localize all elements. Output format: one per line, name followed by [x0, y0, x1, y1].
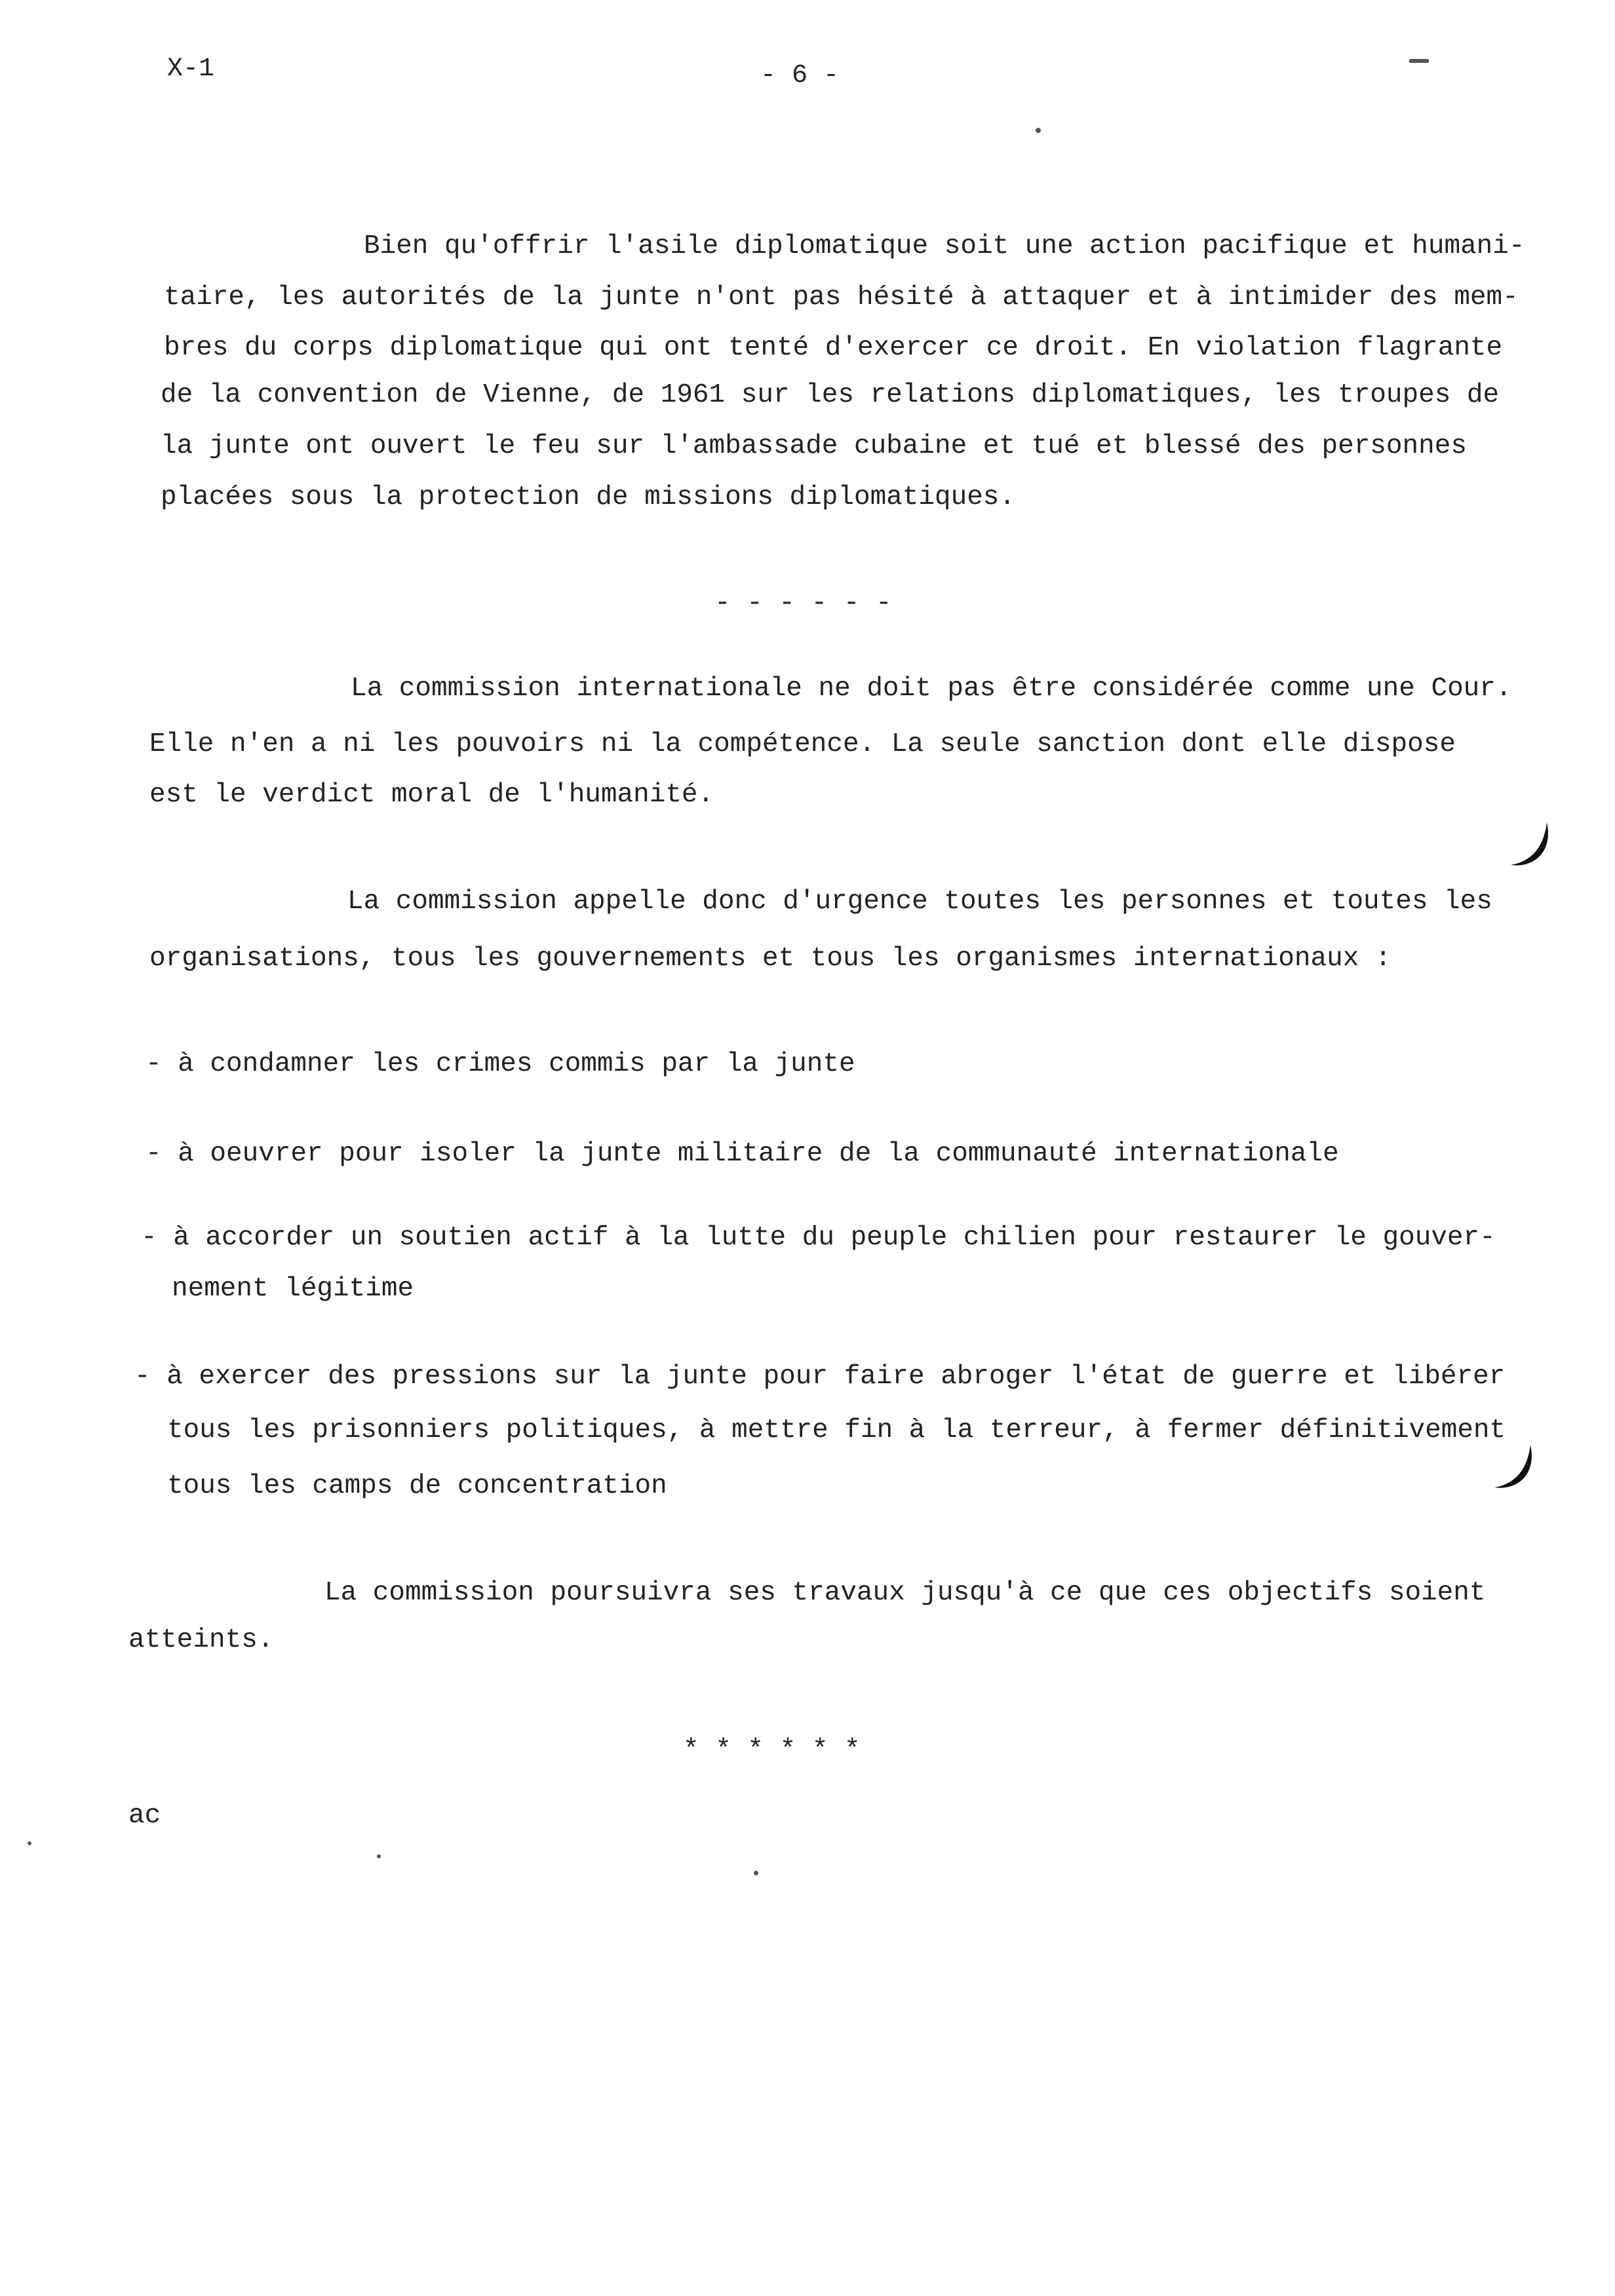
speck: [28, 1841, 31, 1845]
text-line: La commission appelle donc d'urgence toutes les personnes et toutes les: [347, 887, 1492, 917]
text-line: bres du corps diplomatique qui ont tenté d'exercer ce droit. En violation flagrante: [164, 333, 1503, 363]
speck: [1409, 59, 1429, 63]
speck: [754, 1871, 758, 1875]
list-item-cont: tous les camps de concentration: [167, 1471, 667, 1501]
list-item: - à oeuvrer pour isoler la junte militaire de la communauté internationale: [146, 1139, 1339, 1169]
text-line: Bien qu'offrir l'asile diplomatique soit une action pacifique et humani-: [364, 231, 1525, 261]
text-line: La commission internationale ne doit pas être considérée comme une Cour.: [351, 674, 1512, 704]
list-item-cont: tous les prisonniers politiques, à mettre fin à la terreur, à fermer définitivement: [167, 1415, 1506, 1445]
text-line: Elle n'en a ni les pouvoirs ni la compétence. La seule sanction dont elle dispose: [149, 729, 1456, 759]
page-number: - 6 -: [760, 61, 840, 90]
text-line: atteints.: [128, 1625, 274, 1655]
speck: [377, 1854, 381, 1858]
text-line: La commission poursuivra ses travaux jusqu'à ce que ces objectifs soient: [324, 1578, 1486, 1608]
text-line: la junte ont ouvert le feu sur l'ambassade cubaine et tué et blessé des personnes: [161, 431, 1467, 461]
end-mark: * * * * * *: [683, 1735, 861, 1765]
binder-mark-icon: [1508, 819, 1553, 871]
header-ref: X-1: [167, 54, 215, 84]
text-line: est le verdict moral de l'humanité.: [149, 780, 714, 810]
list-item: - à accorder un soutien actif à la lutte du peuple chilien pour restaurer le gouver-: [141, 1223, 1496, 1253]
speck: [1036, 128, 1041, 133]
separator: - - - - - -: [714, 588, 892, 619]
text-line: de la convention de Vienne, de 1961 sur les relations diplomatiques, les troupes de: [161, 380, 1500, 410]
text-line: organisations, tous les gouvernements et tous les organismes internationaux :: [149, 944, 1391, 974]
list-item: - à condamner les crimes commis par la junte: [146, 1049, 855, 1079]
list-item: - à exercer des pressions sur la junte pour faire abroger l'état de guerre et libérer: [134, 1362, 1506, 1392]
list-item-cont: nement légitime: [172, 1274, 414, 1304]
text-line: placées sous la protection de missions diplomatiques.: [161, 482, 1016, 512]
binder-mark-icon: [1491, 1442, 1537, 1494]
text-line: taire, les autorités de la junte n'ont pas hésité à attaquer et à intimider des mem-: [164, 282, 1519, 313]
typist-initials: ac: [128, 1801, 161, 1831]
